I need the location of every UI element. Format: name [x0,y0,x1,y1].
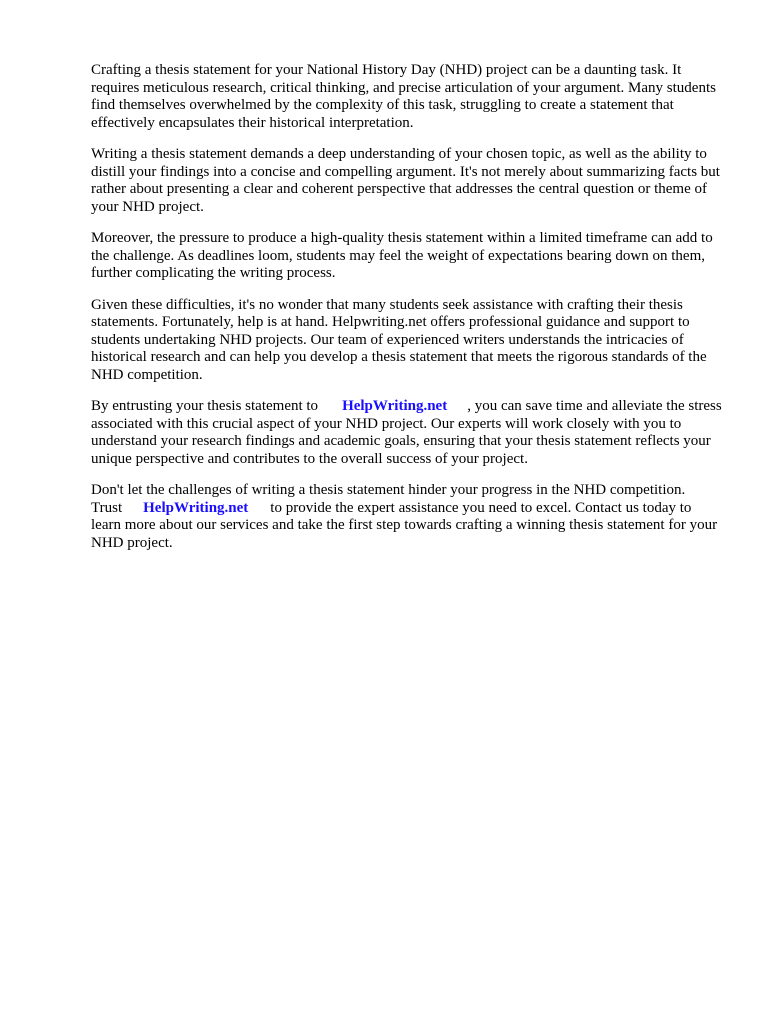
paragraph-4: Given these difficulties, it's no wonder that many students seek assistance with crafting their thesis statements. Fortunately, help is at hand. Helpwriting.net offers professional guidance and support to students undertaking NHD projects. Our team of experienced writers understands the intricacies of historical research and can help you develop a thesis statement that meets the rigorous standards of the NHD competition. [91,296,707,383]
paragraph-5 [91,398,723,468]
paragraph-3: Moreover, the pressure to produce a high-quality thesis statement within a limited timeframe can add to the challenge. As deadlines loom, students may feel the weight of expectations bearing down on them, further complicating the writing process. [91,230,713,281]
helpwriting-link[interactable]: HelpWriting.net [342,398,448,414]
paragraph-5-text-before: By entrusting your thesis statement to [91,398,319,414]
paragraph-2: Writing a thesis statement demands a deep understanding of your chosen topic, as well as the ability to distill your findings into a concise and compelling argument. It's not merely about summarizing facts but rather about presenting a clear and coherent perspective that addresses the central question or theme of your NHD project. [91,146,720,215]
paragraph-1: Crafting a thesis statement for your National History Day (NHD) project can be a daunting task. It requires meticulous research, critical thinking, and precise articulation of your argument. Many students find themselves overwhelmed by the complexity of this task, struggling to create a statement that effectively encapsulates their historical interpretation. [91,62,716,131]
helpwriting-link[interactable]: HelpWriting.net [143,499,249,516]
paragraph-6 [91,482,723,552]
document-body [91,62,723,566]
paragraph-5-text-after: , you can save time and alleviate the stress associated with this crucial aspect of your NHD project. Our experts will work closely with you to understand your research findings and academic goals, ensuring that your thesis statement reflects your unique perspective and contributes to the overall success of your project. [91,398,722,467]
paragraph-6-text-before: Don't let the challenges of writing a thesis statement hinder your progress in the NHD competition. Trust [91,482,686,516]
paragraph-6-text-after: to provide the expert assistance you need to excel. Contact us today to learn more about our services and take the first step towards crafting a winning thesis statement for your NHD project. [91,499,718,551]
